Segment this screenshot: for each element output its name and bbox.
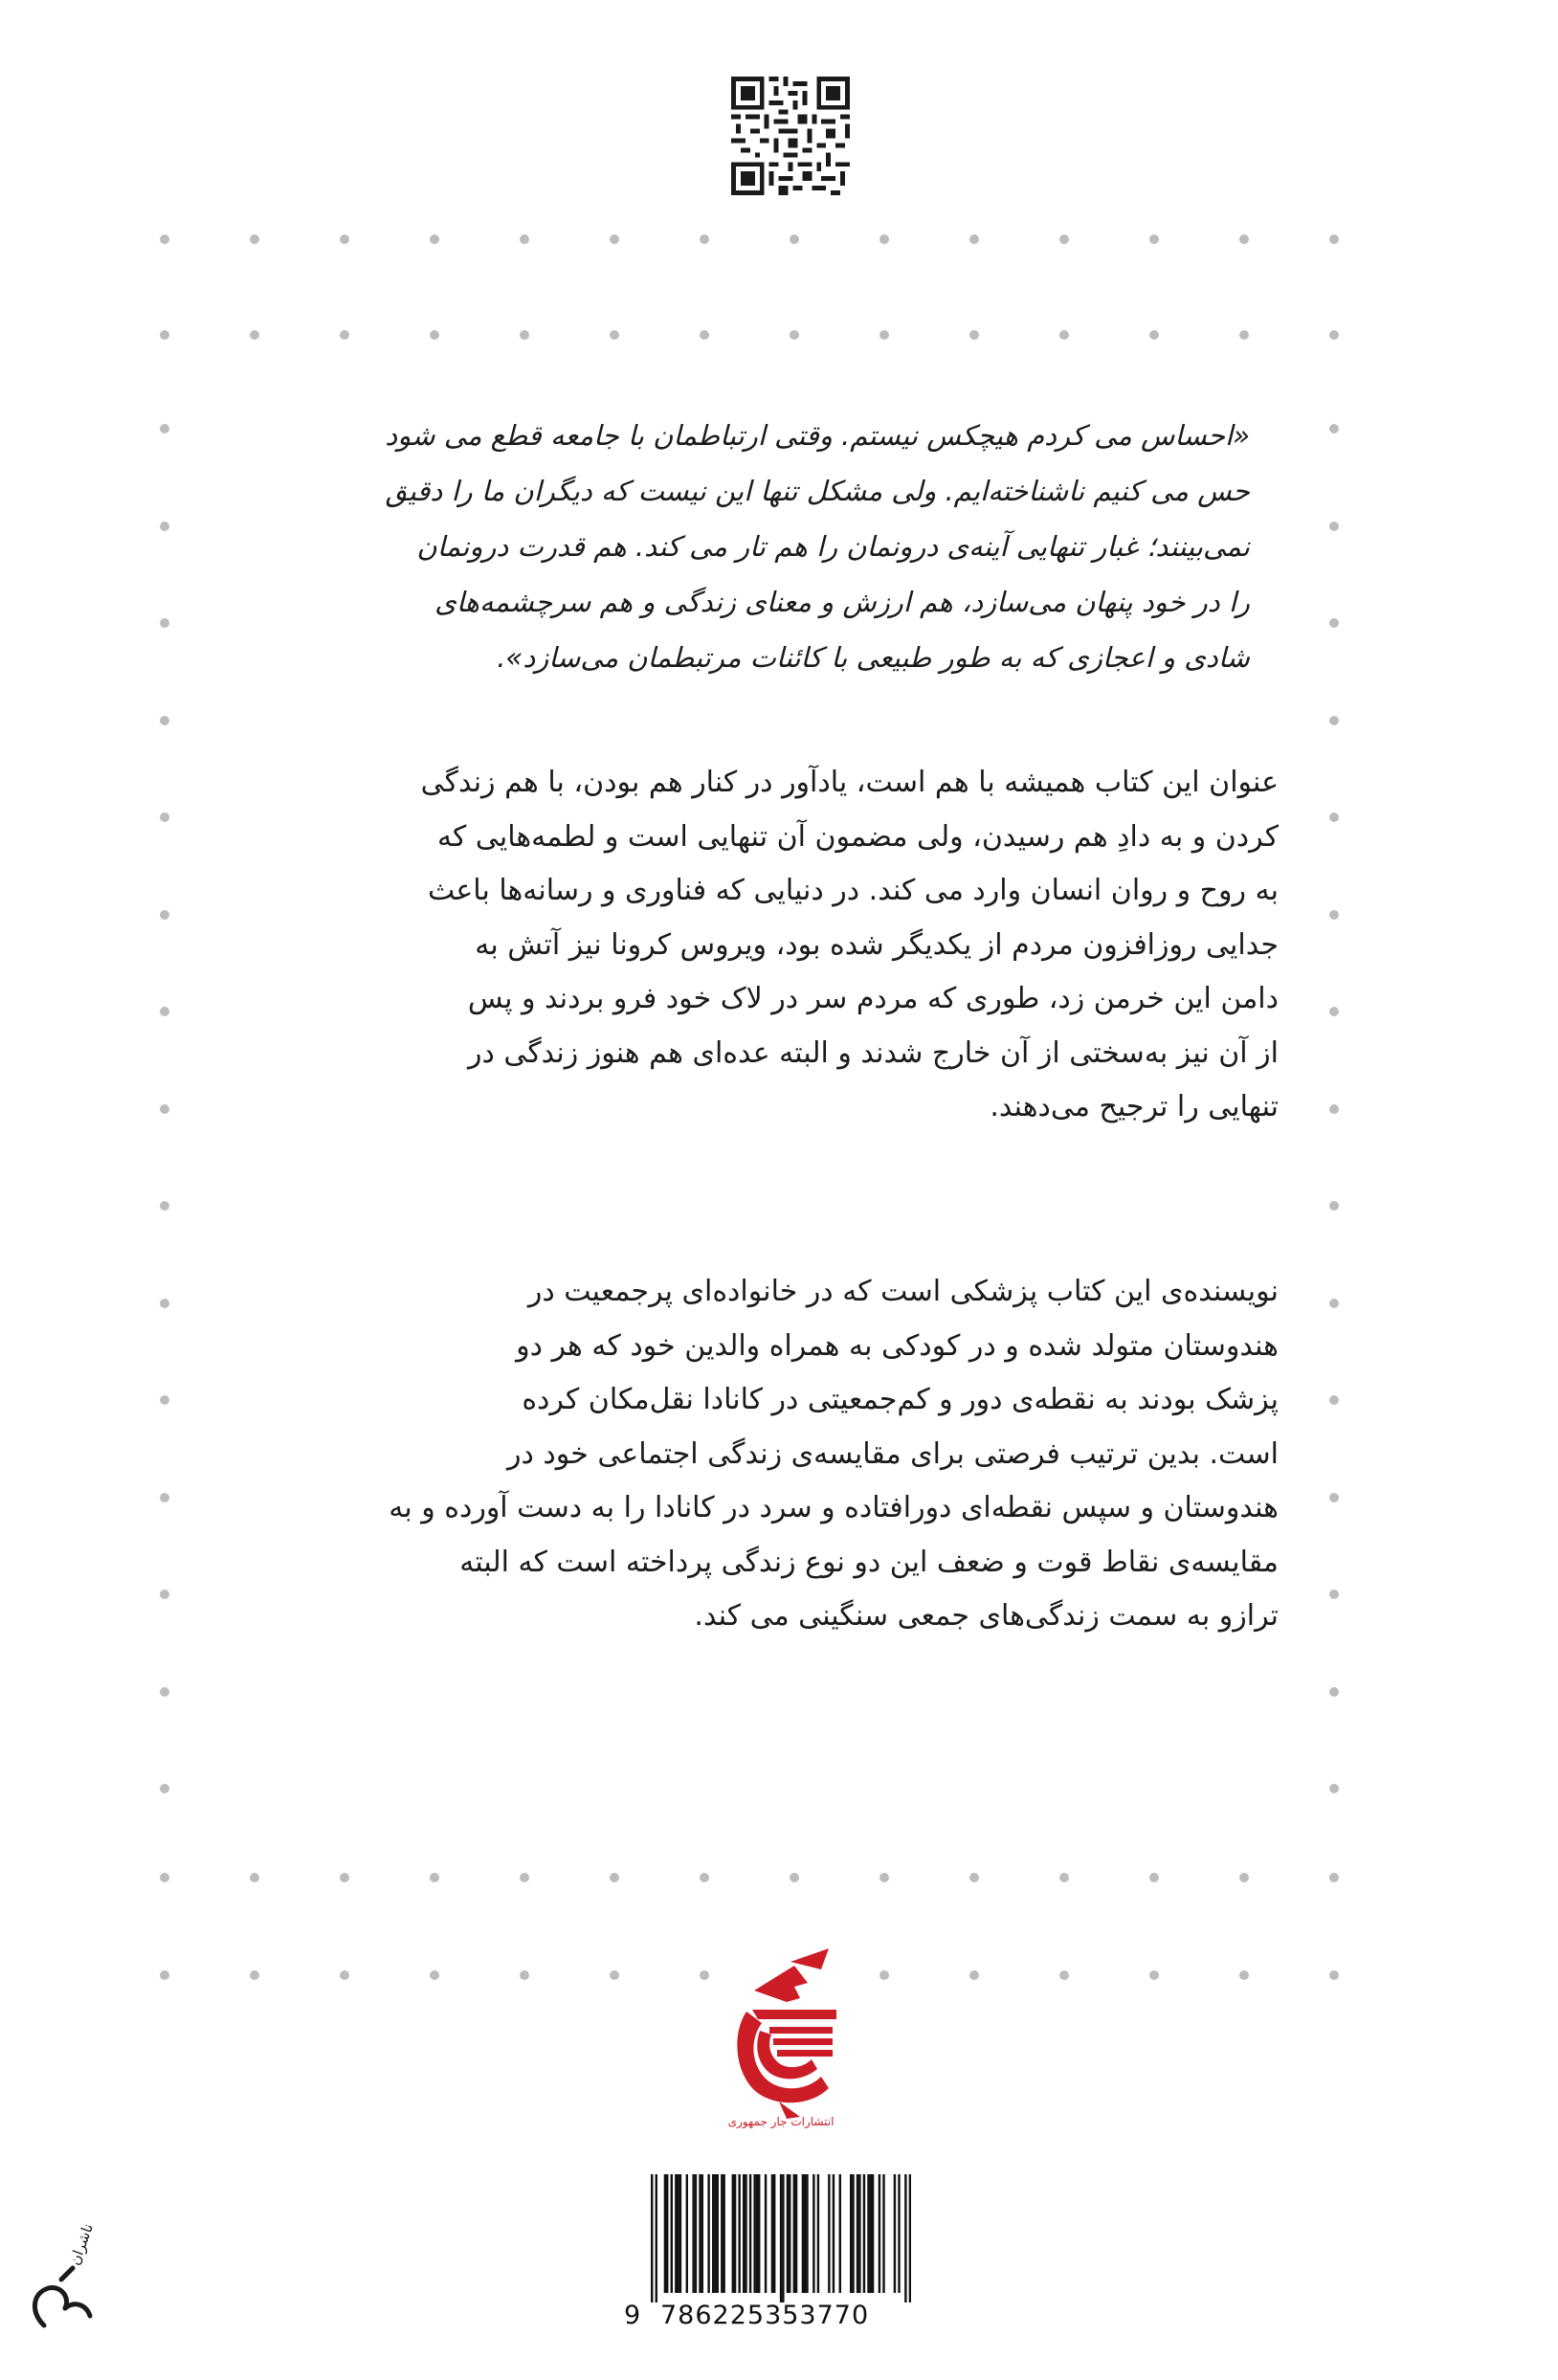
decorative-dot: [1329, 234, 1339, 244]
paragraph-line: به روح و روان انسان وارد می کند. در دنیایی که فناوری و رسانه‌ها باعث: [427, 874, 1279, 907]
decorative-dot: [160, 1687, 169, 1697]
barcode-bars: [651, 2174, 911, 2302]
decorative-dot: [1059, 1873, 1069, 1882]
barcode-bar: [780, 2174, 782, 2302]
decorative-dot: [430, 1873, 439, 1882]
barcode-bar: [793, 2174, 795, 2293]
decorative-dot: [790, 234, 799, 244]
decorative-dot: [160, 424, 169, 434]
barcode-bar: [679, 2174, 681, 2293]
decorative-dot: [969, 1970, 979, 1980]
barcode-bar: [789, 2174, 790, 2293]
decorative-dot: [1329, 1784, 1339, 1793]
decorative-dot: [1239, 330, 1249, 340]
paragraph-line: از آن نیز به‌سختی از آن خارج شدند و البته عده‌ای هم هنوز زندگی در: [467, 1035, 1279, 1070]
decorative-dot: [250, 330, 259, 340]
barcode-bar: [651, 2174, 653, 2302]
paragraph-line: عنوان این کتاب همیشه با هم است، یادآور در کنار هم بودن، با هم زندگی: [420, 766, 1279, 799]
decorative-dot: [969, 330, 979, 340]
barcode-bar: [795, 2174, 797, 2293]
barcode-bar: [749, 2174, 751, 2293]
barcode-bar: [872, 2174, 874, 2293]
barcode-bar: [812, 2174, 814, 2293]
barcode-bar: [714, 2174, 716, 2293]
barcode-bar: [692, 2174, 694, 2293]
decorative-dot: [1059, 234, 1069, 244]
decorative-dot: [610, 234, 619, 244]
decorative-dot: [700, 234, 709, 244]
decorative-dot: [1329, 424, 1339, 434]
decorative-dot: [879, 1970, 889, 1980]
paragraph-line: پزشک بودند به نقطه‌ی دور و کم‌جمعیتی در کانادا نقل‌مکان کرده: [522, 1383, 1279, 1416]
barcode-bar: [666, 2174, 668, 2293]
decorative-dot: [1329, 1395, 1339, 1405]
barcode-bar: [802, 2174, 804, 2293]
quote-line: حس می کنیم ناشناخته‌ایم. ولی مشکل تنها این نیست که دیگران ما را دقیق: [385, 475, 1250, 507]
paragraph-line: کردن و به دادِ هم رسیدن، ولی مضمون آن تنهایی است و لطمه‌هایی که: [436, 819, 1279, 854]
decorative-dot: [1239, 1970, 1249, 1980]
decorative-dot: [250, 1873, 259, 1882]
barcode-bar: [664, 2174, 666, 2293]
decorative-dot: [1329, 1873, 1339, 1882]
decorative-dot: [520, 1873, 529, 1882]
barcode-bar: [675, 2174, 677, 2293]
paragraph-line: هندوستان متولد شده و در کودکی به همراه والدین خود که هر دو: [516, 1328, 1279, 1363]
paragraph-line: نویسنده‌ی این کتاب پزشکی است که در خانواده‌ای پرجمعیت در: [527, 1275, 1279, 1308]
barcode-bar: [806, 2174, 808, 2293]
quote-line: نمی‌بینند؛ غبار تنهایی آینه‌ی درونمان را هم تار می کند. هم قدرت درونمان: [416, 530, 1250, 563]
decorative-dot: [160, 812, 169, 822]
decorative-dot: [160, 1299, 169, 1308]
decorative-dot: [160, 1493, 169, 1502]
decorative-dot: [1329, 1590, 1339, 1599]
quote-line: را در خود پنهان می‌سازد، هم ارزش و معنای زندگی و هم سرچشمه‌های: [434, 586, 1250, 618]
decorative-dot: [160, 1970, 169, 1980]
quote-line: شادی و اعجازی که به طور طبیعی با کائنات مرتبطمان می‌سازد».: [497, 641, 1250, 674]
barcode-bar: [745, 2174, 746, 2293]
decorative-dot: [340, 330, 349, 340]
decorative-dot: [969, 1873, 979, 1882]
decorative-dot: [879, 1873, 889, 1882]
barcode-bar: [909, 2174, 911, 2302]
barcode-first-digit: 9: [624, 2301, 642, 2330]
barcode-bar: [699, 2174, 701, 2293]
decorative-dot: [340, 1970, 349, 1980]
barcode-bar: [782, 2174, 784, 2302]
barcode-bar: [743, 2174, 745, 2293]
decorative-dot: [1149, 1873, 1159, 1882]
barcode-bar: [894, 2174, 896, 2293]
decorative-dot: [790, 330, 799, 340]
barcode-digits: 786225353770: [660, 2301, 870, 2330]
decorative-dot: [1329, 1104, 1339, 1114]
paragraph-line: است. بدین ترتیب فرصتی برای مقایسه‌ی زندگی اجتماعی خود در: [507, 1436, 1279, 1471]
decorative-dot: [160, 716, 169, 725]
paragraph-line: مقایسه‌ی نقاط قوت و ضعف این دو نوع زندگی پرداخته است که البته: [459, 1545, 1279, 1579]
back-cover-quote: [310, 408, 1250, 685]
paragraph-line: تنهایی را ترجیح می‌دهند.: [990, 1090, 1279, 1123]
barcode-bar: [882, 2174, 884, 2293]
decorative-dot: [1329, 910, 1339, 920]
barcode-bar: [863, 2174, 865, 2293]
barcode-bar: [867, 2174, 869, 2293]
barcode-bar: [758, 2174, 760, 2293]
barcode-bar: [870, 2174, 872, 2293]
decorative-dot: [160, 1201, 169, 1211]
paragraph-line: دامن این خرمن زد، طوری که مردم سر در لاک خود فرو بردند و پس: [467, 982, 1279, 1015]
decorative-dot: [1059, 1970, 1069, 1980]
decorative-dot: [1329, 1007, 1339, 1016]
paragraph-line: ترازو به سمت زندگی‌های جمعی سنگینی می کند.: [694, 1599, 1279, 1633]
barcode-bar: [828, 2174, 830, 2293]
barcode-bar: [898, 2174, 900, 2293]
decorative-dot: [250, 1970, 259, 1980]
barcode-bar: [656, 2174, 657, 2302]
decorative-dot: [160, 1590, 169, 1599]
barcode-bar: [732, 2174, 734, 2293]
barcode-bar: [833, 2174, 835, 2293]
decorative-dot: [1329, 1687, 1339, 1697]
barcode-bar: [701, 2174, 703, 2293]
decorative-dot: [1329, 1201, 1339, 1211]
decorative-dot: [1149, 330, 1159, 340]
decorative-dot: [1329, 618, 1339, 628]
barcode-bar: [671, 2174, 673, 2293]
barcode-bar: [817, 2174, 819, 2293]
barcode-bar: [771, 2174, 773, 2293]
decorative-dot: [1329, 812, 1339, 822]
decorative-dot: [1149, 234, 1159, 244]
barcode-bar: [756, 2174, 758, 2293]
imprint-text: ناشران: [65, 2221, 98, 2268]
decorative-dot: [520, 330, 529, 340]
decorative-dot: [520, 234, 529, 244]
description-paragraph-1: [253, 756, 1279, 1135]
description-paragraph-2: [253, 1265, 1279, 1644]
isbn-barcode: [612, 2170, 919, 2333]
decorative-dot: [160, 330, 169, 340]
barcode-bar: [677, 2174, 679, 2293]
barcode-bar: [686, 2174, 688, 2293]
decorative-dot: [700, 330, 709, 340]
paragraph-line: جدایی روزافزون مردم از یکدیگر شده بود، ویروس کرونا نیز آتش به: [475, 927, 1279, 962]
barcode-bar: [738, 2174, 740, 2293]
paragraph-line: هندوستان و سپس نقطه‌ای دورافتاده و سرد در کانادا را به دست آورده و به: [389, 1491, 1279, 1524]
barcode-number: [612, 2301, 919, 2333]
decorative-dot: [1149, 1970, 1159, 1980]
decorative-dot: [1059, 330, 1069, 340]
decorative-dot: [160, 910, 169, 920]
barcode-bar: [787, 2174, 789, 2293]
barcode-bar: [712, 2174, 714, 2293]
decorative-dot: [1329, 522, 1339, 531]
decorative-dot: [160, 1104, 169, 1114]
decorative-dot: [250, 234, 259, 244]
decorative-dot: [700, 1873, 709, 1882]
barcode-bar: [721, 2174, 723, 2293]
barcode-bar: [753, 2174, 755, 2293]
barcode-bar: [804, 2174, 806, 2293]
barcode-bar: [723, 2174, 724, 2293]
decorative-dot: [160, 1007, 169, 1016]
decorative-dot: [160, 234, 169, 244]
barcode-bar: [879, 2174, 880, 2293]
barcode-bar: [773, 2174, 775, 2293]
decorative-dot: [1329, 330, 1339, 340]
decorative-dot: [1329, 1299, 1339, 1308]
decorative-dot: [879, 330, 889, 340]
barcode-bar: [904, 2174, 906, 2302]
barcode-bar: [707, 2174, 709, 2293]
barcode-bar: [695, 2174, 697, 2293]
decorative-dot: [160, 1784, 169, 1793]
decorative-dot: [1329, 1493, 1339, 1502]
decorative-dot: [340, 234, 349, 244]
barcode-bar: [717, 2174, 719, 2293]
barcode-bar: [850, 2174, 852, 2293]
quote-line: «احساس می کردم هیچکس نیستم. وقتی ارتباطمان با جامعه قطع می شود: [385, 419, 1250, 452]
publisher-name: انتشارات جار جمهوری: [727, 2115, 835, 2128]
barcode-bar: [858, 2174, 860, 2293]
decorative-dot: [430, 1970, 439, 1980]
decorative-dot: [160, 1395, 169, 1405]
decorative-dot: [790, 1873, 799, 1882]
decorative-dot: [1329, 1970, 1339, 1980]
decorative-dot: [160, 618, 169, 628]
barcode-bar: [839, 2174, 841, 2293]
decorative-dot: [520, 1970, 529, 1980]
decorative-dot: [340, 1873, 349, 1882]
decorative-dot: [879, 234, 889, 244]
decorative-dot: [1239, 234, 1249, 244]
barcode-bar: [765, 2174, 767, 2293]
decorative-dot: [610, 330, 619, 340]
decorative-dot: [610, 1970, 619, 1980]
decorative-dot: [610, 1873, 619, 1882]
decorative-dot: [430, 234, 439, 244]
decorative-dot: [1329, 716, 1339, 725]
decorative-dot: [160, 522, 169, 531]
decorative-dot: [430, 330, 439, 340]
imprint-logo: [23, 2213, 109, 2337]
decorative-dot: [1239, 1873, 1249, 1882]
decorative-dot: [160, 1873, 169, 1882]
barcode-bar: [857, 2174, 858, 2293]
barcode-bar: [734, 2174, 736, 2293]
decorative-dot: [969, 234, 979, 244]
barcode-bar: [852, 2174, 854, 2293]
